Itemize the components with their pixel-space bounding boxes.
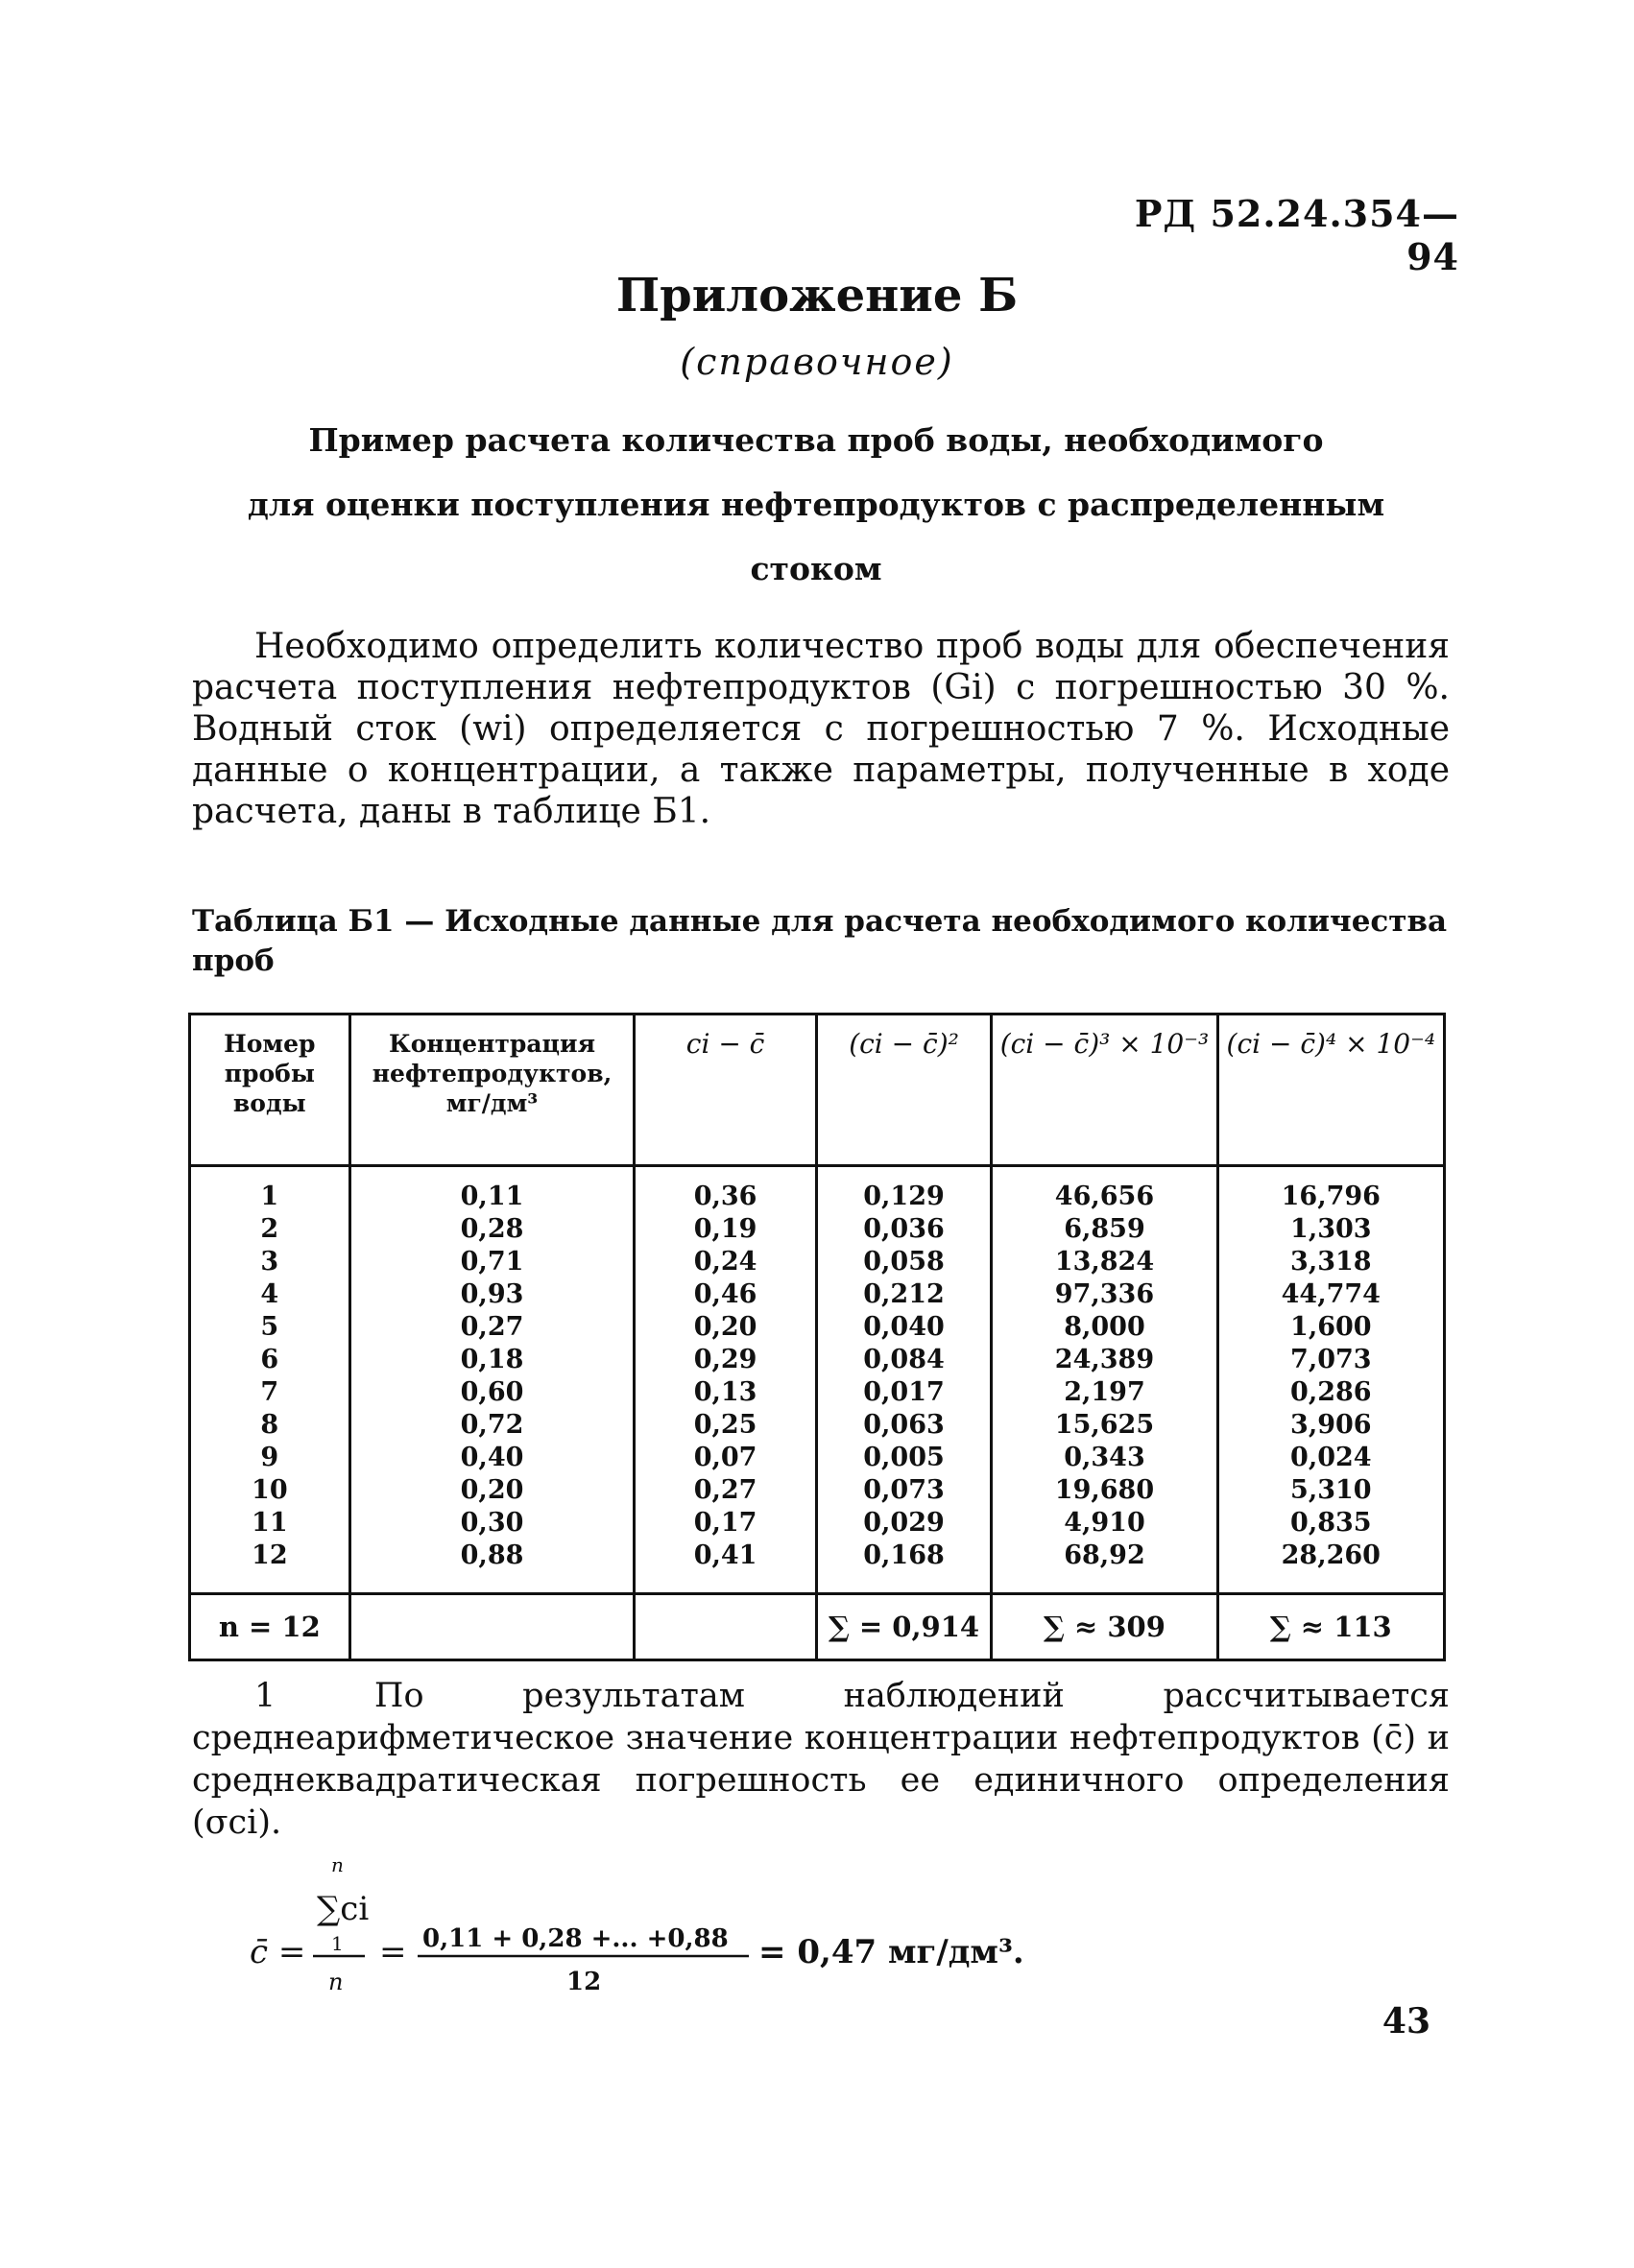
table-cell: 46,656 <box>1054 1182 1155 1211</box>
table-cell: 8,000 <box>1064 1312 1145 1342</box>
table-cell: 4,910 <box>1064 1508 1145 1538</box>
column-header-sample-number: Номер пробы воды <box>190 1015 350 1166</box>
table-cell: 0,024 <box>1290 1443 1372 1472</box>
table-cell: 0,063 <box>863 1410 945 1440</box>
column-header-deviation-fourth: (ci − c̄)⁴ × 10⁻⁴ <box>1217 1015 1444 1166</box>
table-cell: 0,36 <box>693 1182 757 1211</box>
column-deviation <box>635 1166 816 1594</box>
formula-lhs: c̄ = <box>250 1933 306 1971</box>
table-cell: 97,336 <box>1054 1279 1155 1309</box>
appendix-subtitle: (справочное) <box>680 341 954 383</box>
formula-denominator-2: 12 <box>566 1968 602 1996</box>
table-cell: 8 <box>260 1410 279 1440</box>
table-cell: 0,073 <box>863 1475 945 1505</box>
formula-result: = 0,47 мг/дм³. <box>758 1933 1024 1971</box>
table-cell: 0,19 <box>693 1214 757 1244</box>
table-cell: 0,60 <box>460 1377 524 1407</box>
table-cell: 0,168 <box>863 1540 945 1570</box>
column-header-deviation-squared: (ci − c̄)² <box>816 1015 992 1166</box>
table-cell: 0,88 <box>460 1540 524 1570</box>
table-cell: 19,680 <box>1054 1475 1155 1505</box>
table-cell: 13,824 <box>1054 1247 1155 1277</box>
table-cell: 0,036 <box>863 1214 945 1244</box>
table-cell: 4 <box>260 1279 279 1309</box>
section-title-line: Пример расчета количества проб воды, необходимого <box>308 421 1324 459</box>
section-title-line: для оценки поступления нефтепродуктов с распределенным <box>247 486 1385 523</box>
step-1-paragraph: 1 По результатам наблюдений рассчитывается среднеарифметическое значение концентрации нефтепродуктов (c̄) и среднеквадратическая погрешность ее единичного определения (σci). <box>192 1677 1450 1842</box>
formula-sum-upper: n <box>331 1853 344 1876</box>
table-cell: 2 <box>260 1214 279 1244</box>
table-cell: 3,318 <box>1290 1247 1372 1277</box>
footer-empty-cell <box>635 1594 816 1660</box>
table-cell: 0,029 <box>863 1508 945 1538</box>
table-cell: 10 <box>252 1475 288 1505</box>
table-cell: 6,859 <box>1064 1214 1145 1244</box>
table-cell: 0,040 <box>863 1312 945 1342</box>
table-cell: 0,017 <box>863 1377 945 1407</box>
sum-squared: ∑ = 0,914 <box>816 1594 992 1660</box>
table-cell: 0,20 <box>693 1312 757 1342</box>
section-title <box>192 408 1440 601</box>
formula-numerator: 0,11 + 0,28 +... +0,88 <box>422 1924 729 1953</box>
table-cell: 11 <box>252 1508 288 1538</box>
table-cell: 16,796 <box>1281 1182 1381 1211</box>
table-cell: 0,07 <box>693 1443 757 1472</box>
section-title-line: стоком <box>750 550 882 587</box>
formula-sum-term: ∑ci <box>317 1890 370 1928</box>
column-header-deviation-cubed: (ci − c̄)³ × 10⁻³ <box>992 1015 1217 1166</box>
table-cell: 3 <box>260 1247 279 1277</box>
table-cell: 3,906 <box>1290 1410 1372 1440</box>
formula-equals: = <box>379 1933 407 1971</box>
table-cell: 0,084 <box>863 1345 945 1374</box>
table-cell: 0,286 <box>1290 1377 1372 1407</box>
table-cell: 5,310 <box>1290 1475 1372 1505</box>
table-cell: 15,625 <box>1054 1410 1155 1440</box>
table-cell: 0,18 <box>460 1345 524 1374</box>
table-cell: 0,93 <box>460 1279 524 1309</box>
table-cell: 0,17 <box>693 1508 757 1538</box>
table-cell: 1,303 <box>1290 1214 1372 1244</box>
table-cell: 0,343 <box>1064 1443 1145 1472</box>
table-cell: 2,197 <box>1064 1377 1145 1407</box>
table-cell: 0,71 <box>460 1247 524 1277</box>
column-deviation-cubed <box>992 1166 1217 1594</box>
footer-empty-cell <box>349 1594 635 1660</box>
column-header-concentration: Концентрация нефтепродуктов, мг/дм³ <box>349 1015 635 1166</box>
appendix-title: Приложение Б <box>615 269 1019 322</box>
table-cell: 9 <box>260 1443 279 1472</box>
sample-count: n = 12 <box>190 1594 350 1660</box>
formula-sum-lower: 1 <box>331 1932 344 1955</box>
table-cell: 24,389 <box>1054 1345 1155 1374</box>
table-cell: 0,27 <box>460 1312 524 1342</box>
table-cell: 0,005 <box>863 1443 945 1472</box>
table-cell: 0,46 <box>693 1279 757 1309</box>
column-concentration <box>349 1166 635 1594</box>
formula-denominator-1: n <box>328 1969 344 1995</box>
table-body-row <box>190 1166 1445 1594</box>
table-cell: 5 <box>260 1312 279 1342</box>
table-cell: 0,129 <box>863 1182 945 1211</box>
table-cell: 28,260 <box>1281 1540 1381 1570</box>
table-cell: 12 <box>252 1540 288 1570</box>
table-cell: 0,835 <box>1290 1508 1372 1538</box>
column-sample-number <box>190 1166 350 1594</box>
intro-paragraph: Необходимо определить количество проб воды для обеспечения расчета поступления нефтепродуктов (Gi) с погрешностью 30 %. Водный сток (wi) определяется с погрешностью 7 %. Исходные данные о концентрации, а также параметры, полученные в ходе расчета, даны в таблице Б1. <box>192 627 1450 831</box>
table-footer-row <box>190 1594 1445 1660</box>
table-cell: 0,24 <box>693 1247 757 1277</box>
table-cell: 0,29 <box>693 1345 757 1374</box>
table-cell: 68,92 <box>1064 1540 1145 1570</box>
data-table <box>188 1013 1446 1661</box>
table-cell: 0,25 <box>693 1410 757 1440</box>
table-cell: 0,20 <box>460 1475 524 1505</box>
table-cell: 1,600 <box>1290 1312 1372 1342</box>
column-header-deviation: ci − c̄ <box>635 1015 816 1166</box>
column-deviation-fourth <box>1217 1166 1444 1594</box>
table-cell: 0,212 <box>863 1279 945 1309</box>
table-cell: 0,41 <box>693 1540 757 1570</box>
table-cell: 0,72 <box>460 1410 524 1440</box>
table-cell: 44,774 <box>1281 1279 1381 1309</box>
mean-formula <box>250 1843 1114 2006</box>
column-deviation-squared <box>816 1166 992 1594</box>
sum-fourth: ∑ ≈ 113 <box>1217 1594 1444 1660</box>
table-header-row <box>190 1015 1445 1166</box>
table-cell: 6 <box>260 1345 279 1374</box>
table-cell: 0,13 <box>693 1377 757 1407</box>
table-cell: 1 <box>260 1182 279 1211</box>
document-code: РД 52.24.354—94 <box>1134 192 1459 278</box>
table-cell: 7,073 <box>1290 1345 1372 1374</box>
page-number: 43 <box>1382 2001 1430 2041</box>
table-cell: 0,30 <box>460 1508 524 1538</box>
table-cell: 0,28 <box>460 1214 524 1244</box>
table-cell: 7 <box>260 1377 279 1407</box>
table-cell: 0,27 <box>693 1475 757 1505</box>
table-cell: 0,11 <box>460 1182 524 1211</box>
table-cell: 0,058 <box>863 1247 945 1277</box>
sum-cubed: ∑ ≈ 309 <box>992 1594 1217 1660</box>
table-cell: 0,40 <box>460 1443 524 1472</box>
table-caption: Таблица Б1 — Исходные данные для расчета необходимого количества проб <box>192 904 1448 978</box>
